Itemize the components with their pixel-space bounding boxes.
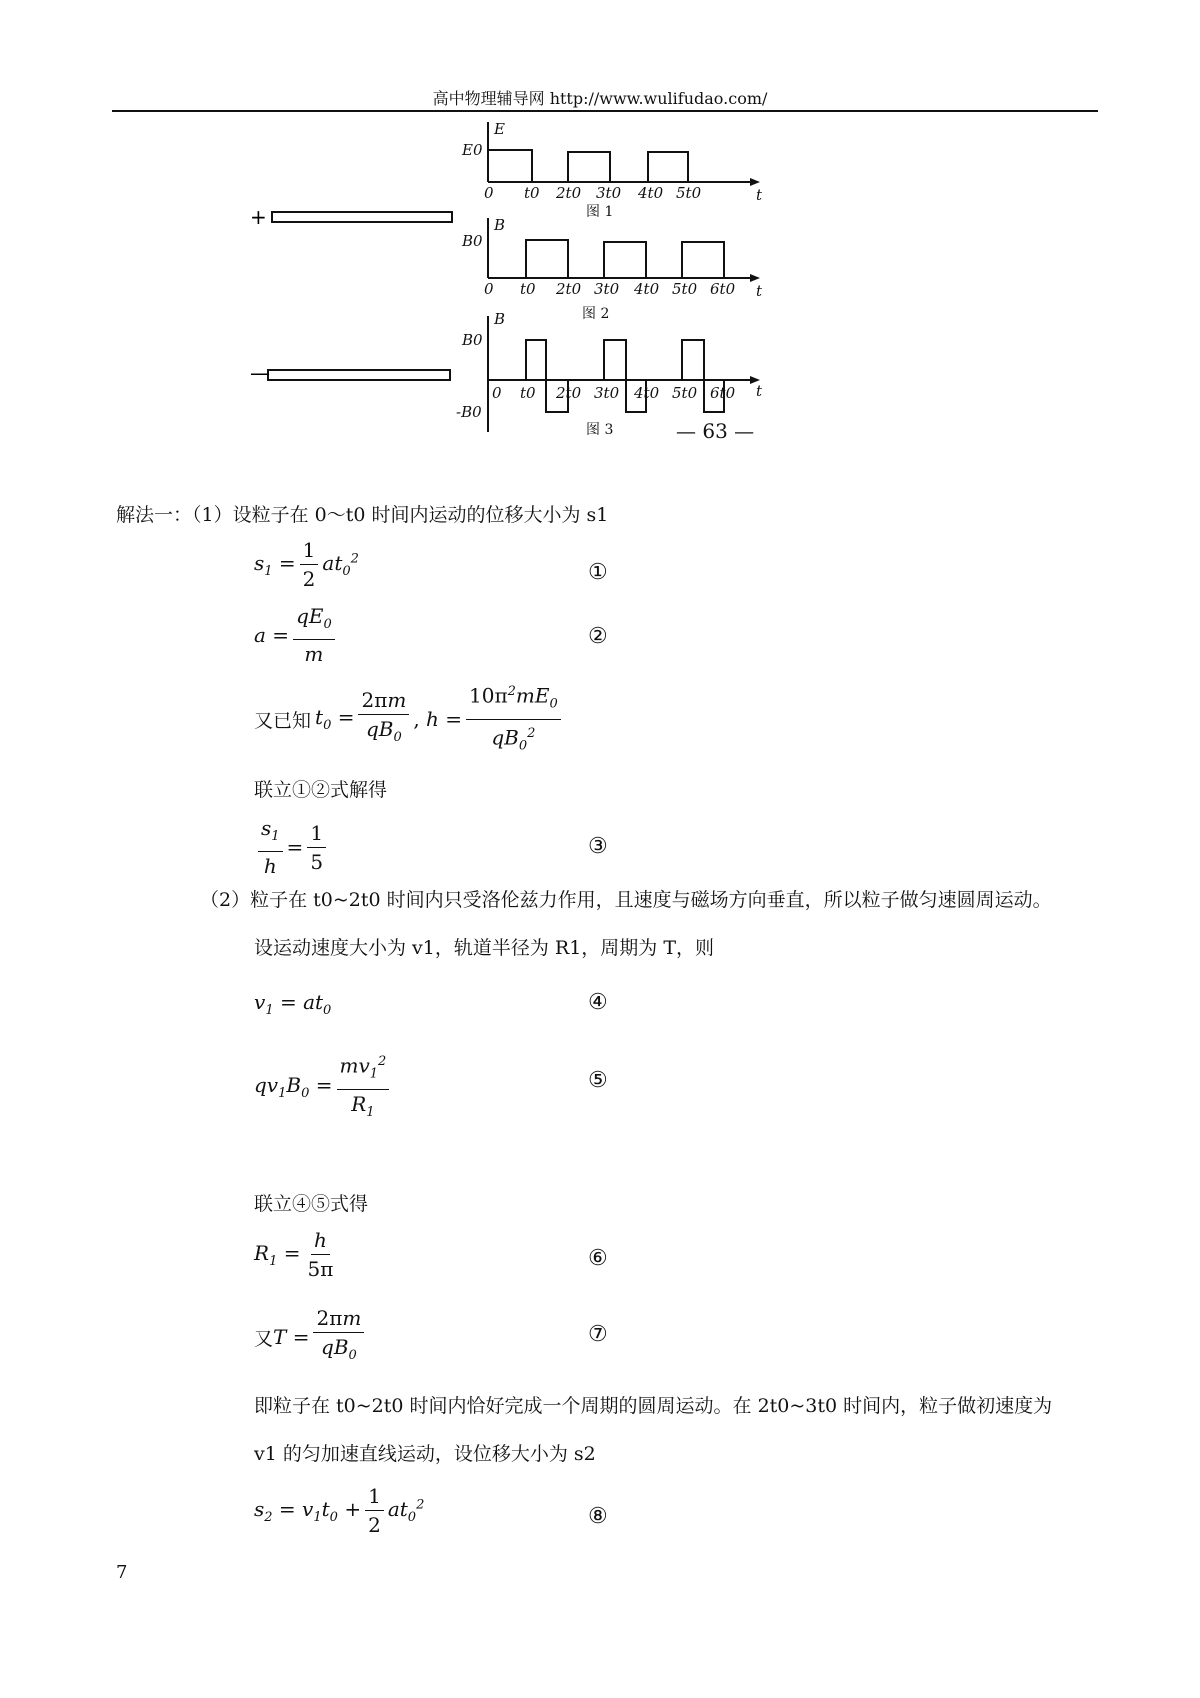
fig3-level-pos: B0 [462, 331, 483, 349]
fig2-tick-6: 6t0 [710, 280, 736, 298]
plus-sign: + [250, 205, 267, 229]
fig2-axis-y-label: B [494, 216, 506, 234]
fig1-pulse-3 [648, 152, 688, 182]
equation-3: $\frac{s_1}{h}$ = $\frac{1}{5}$ [254, 816, 330, 878]
mark-3: ③ [588, 834, 608, 859]
lower-plate [268, 370, 450, 380]
fig2-caption: 图 2 [582, 306, 610, 322]
fig2-tick-1: t0 [520, 280, 536, 298]
equation-8: $s_2 = v_1t_0$ + $\frac{1}{2}$ $at_0^2$ [254, 1484, 425, 1537]
fig1-axis-y-label: E [494, 122, 505, 138]
fig2-arrow [750, 274, 760, 282]
fig1-plot [488, 122, 750, 182]
fig1-tick-1: t0 [524, 184, 540, 202]
equation-1: $s_1$ = $\frac{1}{2}$ $at_0^2$ [254, 538, 359, 591]
fig1-axis-x-label: t [756, 186, 763, 204]
fig1-tick-2: 2t0 [556, 184, 582, 202]
equation-4: $v_1 = at_0$ [254, 990, 332, 1018]
fig1-tick-4: 4t0 [638, 184, 664, 202]
fig3-origin: 0 [492, 384, 502, 402]
fig2-pulse-3 [682, 242, 724, 278]
fig1-caption: 图 1 [586, 204, 614, 220]
fig2-tick-3: 3t0 [594, 280, 620, 298]
fig1-tick-5: 5t0 [676, 184, 702, 202]
upper-plate [272, 212, 452, 222]
fig2-pulse-1 [526, 240, 568, 278]
problem-figure [250, 122, 850, 490]
page-number: 7 [116, 1562, 128, 1583]
fig1-arrow [750, 178, 760, 186]
mark-5: ⑤ [588, 1068, 608, 1093]
mark-8: ⑧ [588, 1504, 608, 1529]
equation-5: $qv_1B_0$ = $\frac{mv_1^2}{R_1}$ [254, 1050, 393, 1125]
equation-2: a = $\frac{qE_0}{m}$ [254, 604, 339, 666]
fig2-tick-5: 5t0 [672, 280, 698, 298]
mark-1: ① [588, 560, 608, 585]
given-label: 又已知 [254, 709, 312, 732]
last-line2: v1 的匀加速直线运动，设位移大小为 s2 [254, 1443, 596, 1465]
fig3-tick-6: 6t0 [710, 384, 736, 402]
fig2-plot [488, 218, 750, 278]
fig2-pulse-2 [604, 242, 646, 278]
fig2-axis-x-label: t [756, 282, 763, 300]
equation-given: 又已知 $t_0$ = $\frac{2\pi m}{qB_0}$ , h = $\frac{10\pi^2mE_0}{qB_0^2}$ [254, 680, 565, 758]
fig3-tick-3: 3t0 [594, 384, 620, 402]
fig3-plot [488, 316, 750, 432]
fig3-tick-4: 4t0 [634, 384, 660, 402]
mark-7: ⑦ [588, 1322, 608, 1347]
part2-line2: 设运动速度大小为 v1，轨道半径为 R1，周期为 T，则 [254, 937, 715, 959]
combine-45: 联立④⑤式得 [254, 1193, 369, 1215]
last-line1: 即粒子在 t0~2t0 时间内恰好完成一个周期的圆周运动。在 2t0~3t0 时间内，粒子做初速度为 [254, 1395, 1053, 1417]
page-mark-63: — 63 — [676, 419, 755, 443]
equation-6: $R_1$ = $\frac{h}{5\pi}$ [254, 1228, 334, 1281]
you-label: 又 [254, 1327, 274, 1350]
fig2-tick-2: 2t0 [556, 280, 582, 298]
fig1-tick-3: 3t0 [596, 184, 622, 202]
page-header: 高中物理辅导网 http://www.wulifudao.com/ [432, 89, 768, 108]
fig2-level-label: B0 [462, 232, 483, 250]
mark-2: ② [588, 624, 608, 649]
header-rule [112, 110, 1098, 112]
minus-sign: — [250, 361, 270, 385]
fig3-axis-x-label: t [756, 382, 763, 400]
fig3-level-neg: -B0 [456, 403, 482, 421]
waveform-figure [250, 122, 850, 490]
combine-12: 联立①②式解得 [254, 779, 388, 801]
intro-line: 解法一：（1）设粒子在 0～t0 时间内运动的位移大小为 s1 [116, 504, 609, 526]
fig1-pulse-1 [488, 150, 532, 182]
fig3-tick-1: t0 [520, 384, 536, 402]
fig3-axis-y-label: B [494, 310, 506, 328]
fig3-caption: 图 3 [586, 422, 614, 438]
fig1-pulse-2 [568, 152, 610, 182]
fig3-tick-2: 2t0 [556, 384, 582, 402]
fig1-origin: 0 [484, 184, 494, 202]
fig3-tick-5: 5t0 [672, 384, 698, 402]
mark-4: ④ [588, 990, 608, 1015]
fig1-level-label: E0 [462, 141, 483, 159]
fig2-origin: 0 [484, 280, 494, 298]
fig2-tick-4: 4t0 [634, 280, 660, 298]
mark-6: ⑥ [588, 1246, 608, 1271]
part2-line1: （2）粒子在 t0~2t0 时间内只受洛伦兹力作用，且速度与磁场方向垂直，所以粒子做匀速圆周运动。 [200, 889, 1052, 911]
equation-7: 又 T = $\frac{2\pi m}{qB_0}$ [254, 1306, 368, 1368]
